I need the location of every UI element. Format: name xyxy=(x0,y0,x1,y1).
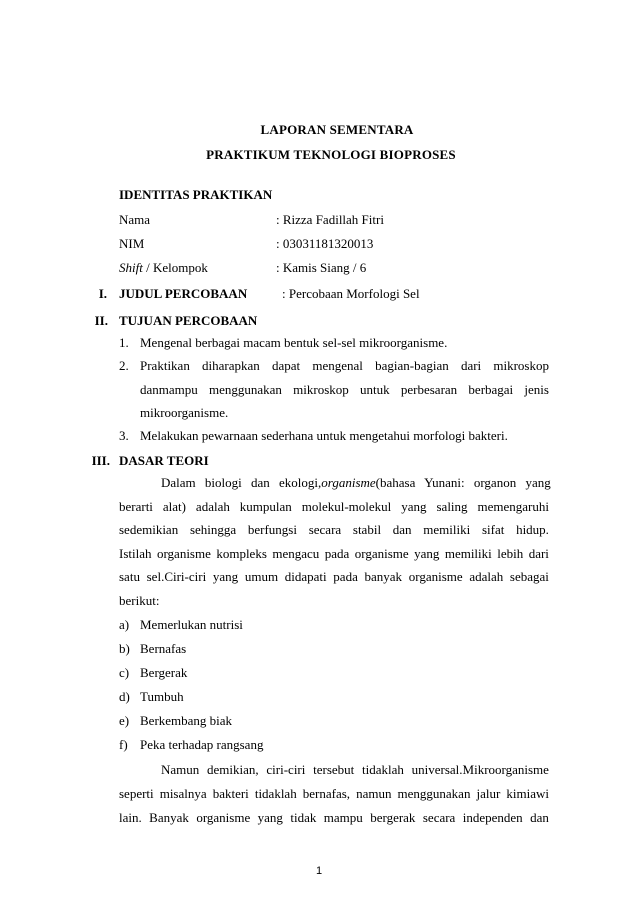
word: diharapkan xyxy=(202,358,260,373)
word: mampu xyxy=(323,810,363,825)
tujuan-num-2: 2. xyxy=(119,358,129,373)
ciri-num-d: d) xyxy=(119,689,130,704)
shift-label-italic: Shift xyxy=(119,260,143,275)
word: kimiawi xyxy=(506,786,549,801)
shift-label-rest: / Kelompok xyxy=(142,260,208,275)
word: demikian, xyxy=(207,762,259,777)
word: mikroskop xyxy=(293,382,349,397)
word: misalnya xyxy=(159,786,207,801)
word: Namun xyxy=(161,762,200,777)
section-1-numeral: I. xyxy=(98,286,107,301)
word: sel.Ciri-ciri xyxy=(146,569,207,584)
teori-para1-line1 xyxy=(161,475,549,491)
teori-para1-line3 xyxy=(119,522,549,538)
identitas-value-shift: : Kamis Siang / 6 xyxy=(276,260,367,275)
word: menggunakan xyxy=(209,382,282,397)
ciri-text-d: Tumbuh xyxy=(140,689,184,704)
word: jalur xyxy=(476,786,501,801)
word: organisme xyxy=(354,546,409,561)
word: mikroskop xyxy=(493,358,549,373)
word: Istilah xyxy=(119,546,152,561)
teori-line1-italic: organisme xyxy=(321,475,376,490)
word: memiliki xyxy=(423,522,471,537)
word: mengenal xyxy=(312,358,363,373)
identitas-value-nim: : 03031181320013 xyxy=(276,236,374,251)
word: yang xyxy=(212,569,239,584)
word: sehingga xyxy=(189,522,237,537)
word: ciri-ciri xyxy=(266,762,306,777)
section-2-heading: TUJUAN PERCOBAAN xyxy=(119,313,258,328)
section-3-heading: DASAR TEORI xyxy=(119,453,209,468)
word: danmampu xyxy=(140,382,198,397)
word: independen xyxy=(462,810,523,825)
word: untuk xyxy=(360,382,390,397)
word: banyak xyxy=(364,569,403,584)
word: organisme xyxy=(408,569,463,584)
word: didapati xyxy=(284,569,327,584)
word: organisme xyxy=(196,810,251,825)
word: saling xyxy=(436,499,468,514)
word: satu xyxy=(119,569,140,584)
word: yang xyxy=(414,546,440,561)
word: memengaruhi xyxy=(477,499,549,514)
word: yang xyxy=(257,810,283,825)
word: sebagai xyxy=(509,569,549,584)
word: perbesaran xyxy=(400,382,458,397)
teori-para1-line5 xyxy=(119,569,549,585)
word: bergerak xyxy=(370,810,416,825)
teori-para1-line2 xyxy=(119,499,549,515)
word: bagian-bagian xyxy=(375,358,449,373)
teori-line1-post: (bahasa Yunani: organon yang xyxy=(375,475,551,490)
ciri-text-c: Bergerak xyxy=(140,665,188,680)
section-1-heading: JUDUL PERCOBAAN xyxy=(119,286,248,301)
report-subtitle: PRAKTIKUM TEKNOLOGI BIOPROSES xyxy=(206,147,456,162)
word: secara xyxy=(308,522,342,537)
word: dapat xyxy=(272,358,301,373)
page-number: 1 xyxy=(315,865,323,877)
word: umum xyxy=(244,569,279,584)
teori-para1-last: berikut: xyxy=(119,593,160,608)
teori-para2-line1 xyxy=(161,762,549,778)
word: universal.Mikroorganisme xyxy=(411,762,549,777)
word: namun xyxy=(356,786,392,801)
tujuan-text-1: Mengenal berbagai macam bentuk sel-sel mikroorganisme. xyxy=(140,335,448,350)
identitas-heading: IDENTITAS PRAKTIKAN xyxy=(119,187,273,202)
word: menggunakan xyxy=(397,786,471,801)
ciri-num-b: b) xyxy=(119,641,130,656)
word: tidak xyxy=(290,810,317,825)
word: seperti xyxy=(119,786,154,801)
ciri-num-e: e) xyxy=(119,713,130,728)
teori-para2-line2 xyxy=(119,786,549,802)
section-1-value: : Percobaan Morfologi Sel xyxy=(282,286,420,301)
word: pada xyxy=(333,569,358,584)
word: hidup. xyxy=(516,522,549,537)
ciri-num-a: a) xyxy=(119,617,130,632)
word: organisme xyxy=(156,546,211,561)
ciri-text-b: Bernafas xyxy=(140,641,187,656)
word: memiliki xyxy=(444,546,492,561)
word: alat) xyxy=(162,499,186,514)
word: berbagai xyxy=(468,382,514,397)
word: dan xyxy=(392,522,412,537)
ciri-num-c: c) xyxy=(119,665,130,680)
ciri-num-f: f) xyxy=(119,737,128,752)
word: Praktikan xyxy=(140,358,190,373)
teori-para2-line3 xyxy=(119,810,549,826)
tujuan-text-3: Melakukan pewarnaan sederhana untuk mengetahui morfologi bakteri. xyxy=(140,428,508,443)
word: tersebut xyxy=(313,762,355,777)
teori-line1-pre: Dalam biologi dan ekologi, xyxy=(161,475,322,490)
word: kumpulan xyxy=(239,499,292,514)
word: tidaklah xyxy=(254,786,297,801)
word: adalah xyxy=(195,499,230,514)
ciri-text-f: Peka terhadap rangsang xyxy=(140,737,264,752)
tujuan-num-1: 1. xyxy=(119,335,129,350)
word: adalah xyxy=(469,569,504,584)
word: dan xyxy=(530,810,549,825)
identitas-label-shift xyxy=(119,260,208,276)
word: yang xyxy=(401,499,427,514)
word: berfungsi xyxy=(247,522,297,537)
tujuan-text-2-line3: mikroorganisme. xyxy=(140,405,229,420)
word: jenis xyxy=(524,382,549,397)
word: lebih xyxy=(497,546,524,561)
identitas-label-nama: Nama xyxy=(119,212,151,227)
word: bernafas, xyxy=(302,786,351,801)
word: dari xyxy=(460,358,482,373)
word: kompleks xyxy=(216,546,267,561)
tujuan-text-2-line1 xyxy=(140,358,549,374)
identitas-label-nim: NIM xyxy=(119,236,145,251)
word: molekul-molekul xyxy=(301,499,392,514)
ciri-text-e: Berkembang biak xyxy=(140,713,233,728)
word: sifat xyxy=(481,522,505,537)
word: tidaklah xyxy=(362,762,404,777)
word: berarti xyxy=(119,499,153,514)
word: stabil xyxy=(352,522,382,537)
word: mengacu xyxy=(272,546,320,561)
tujuan-num-3: 3. xyxy=(119,428,129,443)
word: lain. xyxy=(119,810,142,825)
teori-para1-line4 xyxy=(119,546,549,562)
tujuan-text-2-line2 xyxy=(140,382,549,398)
word: bakteri xyxy=(212,786,249,801)
identitas-value-nama: : Rizza Fadillah Fitri xyxy=(276,212,384,227)
word: pada xyxy=(324,546,350,561)
section-3-numeral: III. xyxy=(91,453,110,468)
word: dari xyxy=(528,546,549,561)
ciri-text-a: Memerlukan nutrisi xyxy=(140,617,243,632)
section-2-numeral: II. xyxy=(94,313,108,328)
word: Banyak xyxy=(149,810,189,825)
report-title: LAPORAN SEMENTARA xyxy=(260,122,414,137)
word: secara xyxy=(422,810,456,825)
word: sedemikian xyxy=(119,522,179,537)
